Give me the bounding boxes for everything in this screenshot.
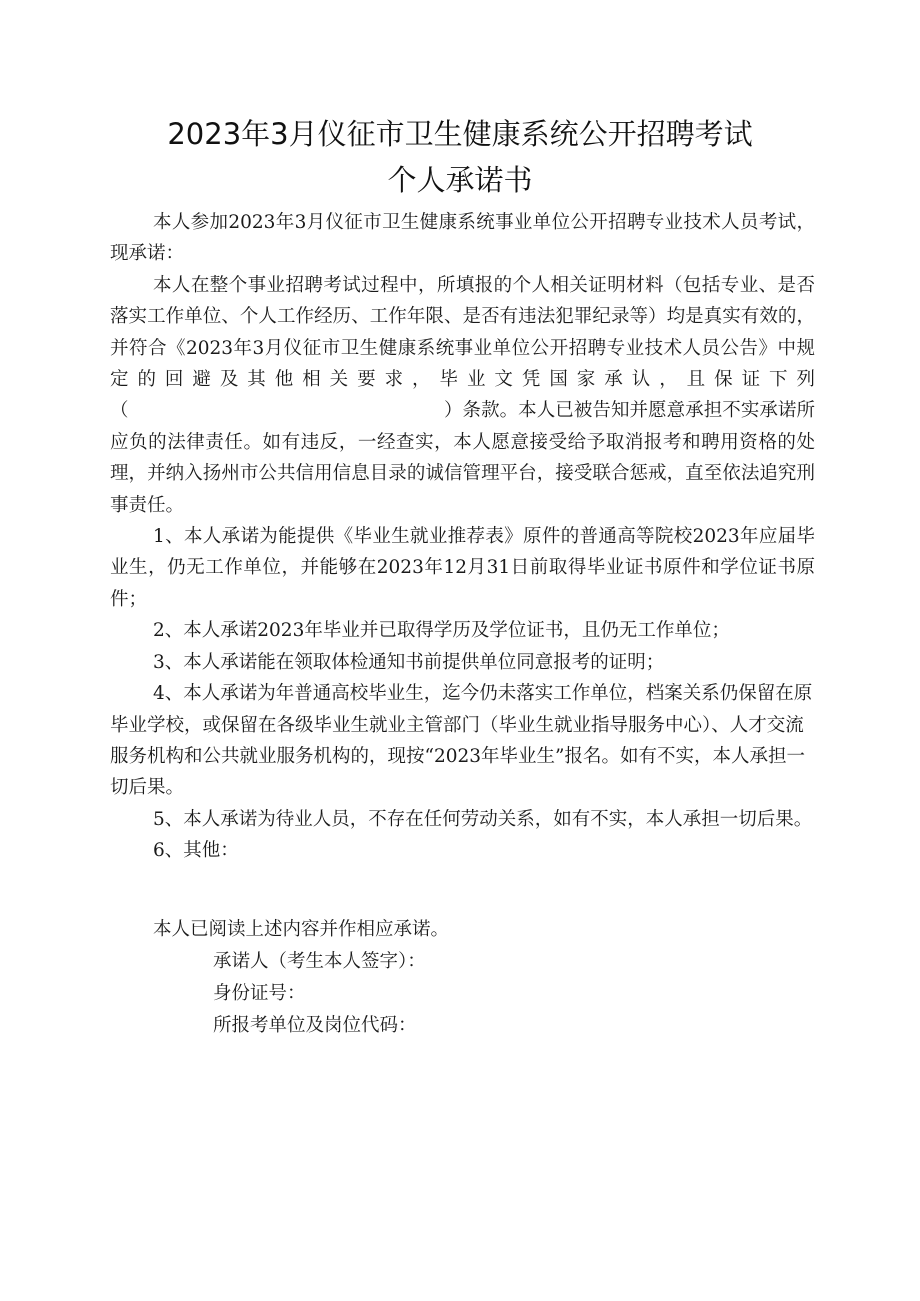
signature-label: 承诺人（考生本人签字）： [213, 951, 426, 972]
signature-block [0, 914, 920, 1042]
closing-statement: 本人已阅读上述内容并作相应承诺。 [153, 919, 450, 940]
clause-3: 3、本人承诺能在领取体检通知书前提供单位同意报考的证明； [153, 651, 665, 673]
clause-5: 5、本人承诺为待业人员，不存在任何劳动关系，如有不实，本人承担一切后果。 [153, 808, 813, 830]
document-body [110, 207, 815, 867]
position-code-label: 所报考单位及岗位代码： [213, 1015, 417, 1036]
clause-4: 4、本人承诺为年普通高校毕业生，迄今仍未落实工作单位，档案关系仍保留在原毕业学校，或保留在各级毕业生就业主管部门（毕业生就业指导服务中心）、人才交流服务机构和公共就业服务机构的，现按“2023年毕业生”报名。如有不实，本人承担一切后果。 [110, 683, 813, 799]
clause-2: 2、本人承诺2023年毕业并已取得学历及学位证书，且仍无工作单位； [153, 620, 730, 642]
document-title: 2023年3月仪征市卫生健康系统公开招聘考试 [167, 117, 753, 151]
intro-paragraph: 本人参加2023年3月仪征市卫生健康系统事业单位公开招聘专业技术人员考试，现承诺： [110, 212, 815, 265]
id-number-label: 身份证号： [213, 983, 306, 1004]
document-subtitle: 个人承诺书 [387, 163, 533, 197]
commitment-paragraph: 本人在整个事业招聘考试过程中，所填报的个人相关证明材料（包括专业、是否落实工作单位、个人工作经历、工作年限、是否有违法犯罪纪录等）均是真实有效的，并符合《2023年3月仪征市卫生健康系统事业单位公开招聘专业技术人员公告》中规定的回避及其他相关要求，毕业文凭国家承认，且保证下列（ ）条款。本人已被告知并愿意承担不实承诺所应负的法律责任。如有违反，一经查实，本人愿意接受给予取消报考和聘用资格的处理，并纳入扬州市公共信用信息目录的诚信管理平台，接受联合惩戒，直至依法追究刑事责任。 [110, 274, 815, 516]
clause-1: 1、本人承诺为能提供《毕业生就业推荐表》原件的普通高等院校2023年应届毕业生，仍无工作单位，并能够在2023年12月31日前取得毕业证书原件和学位证书原件； [110, 526, 815, 610]
clause-6-other: 6、其他： [153, 840, 239, 862]
